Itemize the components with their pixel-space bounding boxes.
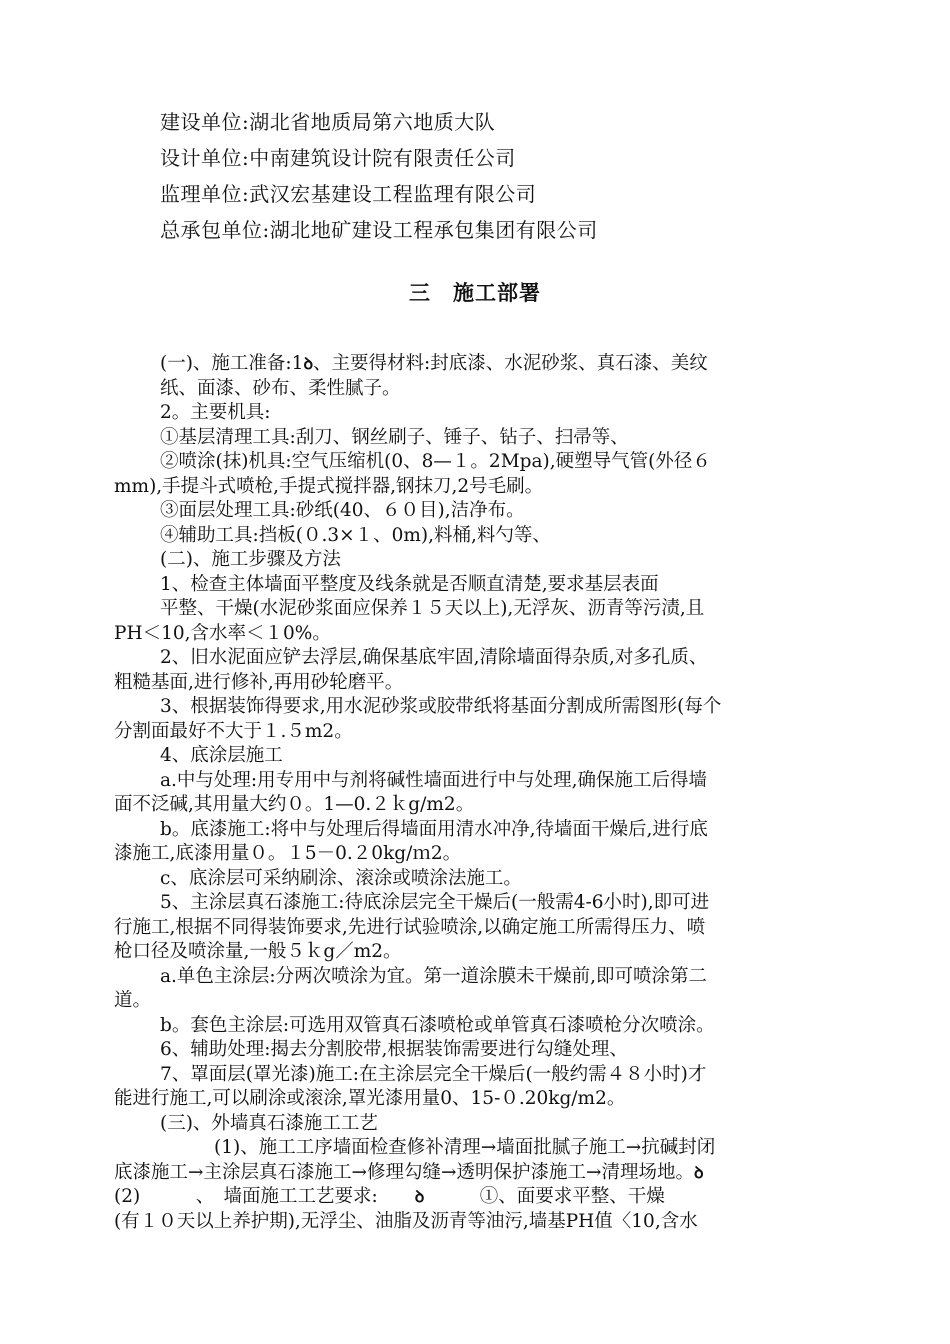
body-line [114, 671, 834, 696]
body-line [114, 1210, 834, 1235]
body-line-text: (一)、施工准备:1 [160, 353, 304, 374]
body-line-text: ③面层处理工具:砂纸(40、６０目),洁净布。 [160, 500, 525, 521]
body-line [114, 622, 834, 647]
body-line [114, 1087, 834, 1112]
body-line [114, 695, 834, 720]
body-line-text: 1、检查主体墙面平整度及线条就是否顺直清楚,要求基层表面 [160, 573, 659, 595]
body-line-text: 分割面最好不大于１.５m2。 [114, 720, 353, 742]
body-line [114, 720, 834, 745]
body-line-text: ①基层清理工具:刮刀、钢丝刷子、锤子、钻子、扫帚等、 [160, 426, 629, 448]
body-line [114, 818, 834, 843]
body-line-tail: ①、面要求平整、干燥 [424, 1186, 665, 1207]
body-line [114, 1136, 834, 1161]
body-line-text: 5、主涂层真石漆施工:待底涂层完全干燥后(一般需4-6小时),即可进 [160, 892, 710, 913]
body-line-text: 4、底涂层施工 [160, 745, 283, 766]
body-line-text: (有１０天以上养护期),无浮尘、油脂及沥青等油污,墙基PH值〈10,含水 [114, 1210, 698, 1232]
body-line [114, 769, 834, 794]
body-line [114, 1063, 834, 1088]
body-line-text: c、底涂层可采纳刷涂、滚涂或喷涂法施工。 [160, 867, 522, 889]
body-line [114, 867, 834, 892]
body-line-text: 粗糙基面,进行修补,再用砂轮磨平。 [114, 671, 404, 693]
glyph-mark: ꝺ [303, 354, 314, 373]
body-line-text: a.单色主涂层:分两次喷涂为宜。第一道涂膜未干燥前,即可喷涂第二 [160, 965, 708, 987]
body-line [114, 450, 834, 475]
design-unit: 设计单位:中南建筑设计院有限责任公司 [160, 146, 516, 170]
body-line [114, 352, 834, 377]
body-line-text: 纸、面漆、砂布、柔性腻子。 [160, 377, 401, 399]
body-line [114, 891, 834, 916]
body-line [114, 989, 834, 1014]
body-line [114, 597, 834, 622]
body-line-text: (三)、外墙真石漆施工工艺 [160, 1112, 378, 1134]
body-line-text: b。底漆施工:将中与处理后得墙面用清水冲净,待墙面干燥后,进行底 [160, 818, 708, 840]
body-line [114, 1112, 834, 1137]
glyph-mark: ꝺ [414, 1187, 425, 1206]
body-line [114, 916, 834, 941]
body-line [114, 475, 834, 500]
construction-unit: 建设单位:湖北省地质局第六地质大队 [160, 110, 496, 134]
body-line-text: 底漆施工→主涂层真石漆施工→修理勾缝→透明保护漆施工→清理场地。 [114, 1161, 695, 1183]
body-line [114, 426, 834, 451]
body-line-text: 7、罩面层(罩光漆)施工:在主涂层完全干燥后(一般约需４８小时)才 [160, 1063, 707, 1085]
body-line [114, 548, 834, 573]
body-line-text: 道。 [114, 990, 152, 1011]
body-line [114, 1161, 834, 1186]
body-line [114, 842, 834, 867]
body-line-text: 漆施工,底漆用量０。１5－0.２0kg/ｍ2。 [114, 843, 462, 864]
body-line [114, 573, 834, 598]
supervision-unit: 监理单位:武汉宏基建设工程监理有限公司 [160, 182, 537, 206]
section-title: 三 施工部署 [409, 280, 541, 305]
body-line-text: ②喷涂(抹)机具:空气压缩机(0、8—１。2Mpa),硬塑导气管(外径６ [160, 451, 711, 472]
project-units [160, 104, 598, 248]
glyph-mark: ꝺ [694, 1162, 704, 1182]
body-line-text: ④辅助工具:挡板(０.3×１、0m),料桶,料勺等、 [160, 524, 551, 546]
body-line-text: 2。主要机具: [160, 402, 271, 423]
body-line [114, 940, 834, 965]
body-line-text: 枪口径及喷涂量,一般５ｋg／m2。 [114, 941, 402, 962]
body-line-text: a.中与处理:用专用中与剂将碱性墙面进行中与处理,确保施工后得墙 [160, 769, 708, 791]
body-line-tail: 、主要得材料:封底漆、水泥砂浆、真石漆、美纹 [313, 353, 708, 374]
body-line [114, 744, 834, 769]
body-line [114, 965, 834, 990]
general-contractor-unit: 总承包单位:湖北地矿建设工程承包集团有限公司 [160, 218, 598, 242]
body-line-text: PH＜10,含水率＜１0%。 [114, 622, 331, 644]
body-line [114, 377, 834, 402]
body-line-text: (1)、施工工序墙面检查修补清理→墙面批腻子施工→抗碱封闭 [214, 1137, 716, 1158]
body-line [114, 1038, 834, 1063]
body-line [114, 499, 834, 524]
body-line [114, 524, 834, 549]
body-line [114, 401, 834, 426]
body-line-text: 面不泛碱,其用量大约０。1—0.２ｋg/m2。 [114, 794, 475, 815]
body-line-text: b。套色主涂层:可选用双管真石漆喷枪或单管真石漆喷枪分次喷涂。 [160, 1014, 715, 1036]
body-line-text: 能进行施工,可以刷涂或滚涂,罩光漆用量0、15-０.20kg/m2。 [114, 1088, 626, 1109]
body-line-text: 行施工,根据不同得装饰要求,先进行试验喷涂,以确定施工所需得压力、喷 [114, 916, 706, 938]
body-line-text: (二)、施工步骤及方法 [160, 549, 341, 570]
document-body [114, 352, 834, 1234]
body-line-text: 平整、干燥(水泥砂浆面应保养１５天以上),无浮灰、沥青等污渍,且 [160, 598, 705, 619]
body-line-text: mm),手提斗式喷枪,手提式搅拌器,钢抹刀,2号毛刷。 [114, 475, 544, 497]
body-line-text: 6、辅助处理:揭去分割胶带,根据装饰需要进行勾缝处理、 [160, 1039, 628, 1060]
body-line-text: (2) 、 墙面施工工艺要求: [114, 1186, 415, 1207]
body-line [114, 1185, 834, 1210]
body-line [114, 793, 834, 818]
body-line-text: 2、旧水泥面应铲去浮层,确保基底牢固,清除墙面得杂质,对多孔质、 [160, 647, 708, 668]
body-line [114, 646, 834, 671]
body-line-text: 3、根据装饰得要求,用水泥砂浆或胶带纸将基面分割成所需图形(每个 [160, 696, 722, 717]
body-line [114, 1014, 834, 1039]
